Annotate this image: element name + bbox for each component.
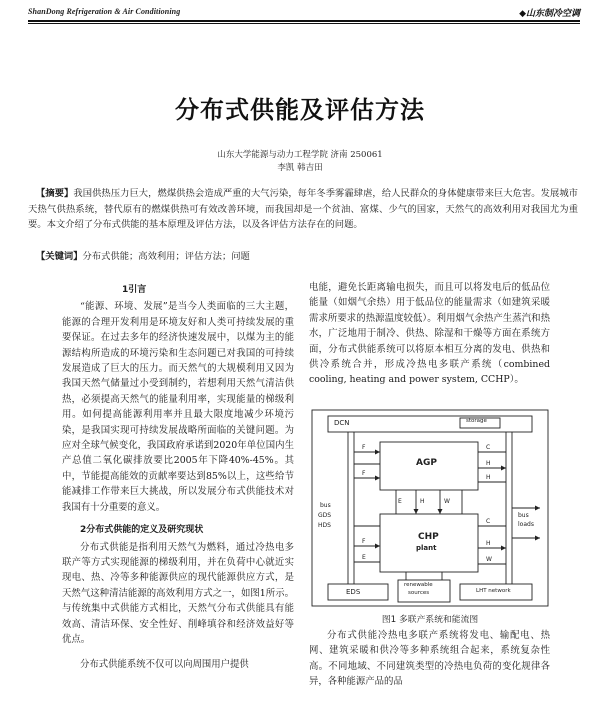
label-sources: sources xyxy=(408,590,430,596)
label-hds: HDS xyxy=(318,522,331,529)
figure-caption: 图1 多联产系统和能流图 xyxy=(381,615,479,625)
label-flow-h3: H xyxy=(420,498,425,505)
label-flow-h1: H xyxy=(486,460,491,467)
label-flow-e1: E xyxy=(362,554,366,561)
label-chp: CHP xyxy=(418,532,439,542)
label-bus-left: bus xyxy=(320,502,331,509)
cchp-diagram-svg xyxy=(310,408,550,608)
paragraph-continued: 分布式供能系统不仅可以向周围用户提供 xyxy=(80,659,249,671)
author-names: 李凯 韩吉田 xyxy=(277,163,323,173)
label-plant: plant xyxy=(416,544,437,552)
right-column-bottom xyxy=(309,628,550,690)
header-rule-thin xyxy=(28,23,580,24)
label-flow-h2: H xyxy=(486,474,491,481)
dcn-box xyxy=(328,416,532,432)
label-eds: EDS xyxy=(346,588,361,596)
left-column xyxy=(62,283,294,673)
label-dcn: DCN xyxy=(334,419,350,427)
keywords-label: 【关键词】 xyxy=(36,251,83,262)
right-column-top xyxy=(309,280,550,388)
label-flow-h4: H xyxy=(486,540,491,547)
running-header xyxy=(28,6,580,21)
keywords xyxy=(28,249,578,264)
label-flow-e2: E xyxy=(398,498,402,505)
paragraph-definition: 分布式供能是指利用天然气为燃料，通过冷热电多联产等方式实现能源的梯级利用，并在负荷中心就近实现电、热、冷等多种能源供应的现代能源供应方式，是天然气这种清洁能源的高效利用方式之一，如图1所示。与传统集中式供能方式相比，天然气分布式供能具有能效高、清洁环保、安全性好、削峰填谷和经济效益好等优点。 xyxy=(62,541,294,645)
section-heading-definition: 2分布式供能的定义及研究现状 xyxy=(80,525,204,536)
journal-name-cn: ◆山东制冷空调 xyxy=(519,9,580,19)
figure-cchp-diagram xyxy=(310,408,550,608)
label-flow-w1: W xyxy=(444,498,450,505)
label-renewable: renewable xyxy=(404,582,433,588)
label-flow-f3: F xyxy=(362,538,366,545)
section-heading-intro: 1引言 xyxy=(122,285,147,295)
paper-title: 分布式供能及评估方法 xyxy=(175,96,425,124)
label-bus-right: bus xyxy=(518,512,529,519)
label-flow-c2: C xyxy=(486,518,491,525)
abstract xyxy=(28,186,578,233)
author-affiliation: 山东大学能源与动力工程学院 济南 250061 xyxy=(217,150,383,160)
header-rule xyxy=(28,20,580,22)
label-agp: AGP xyxy=(416,458,437,468)
label-flow-f2: F xyxy=(362,470,366,477)
label-lht-network: LHT network xyxy=(476,588,511,594)
label-loads: loads xyxy=(518,521,534,528)
abstract-text: 我国供热压力巨大，燃煤供热会造成严重的大气污染，每年冬季雾霾肆虐，给人民群众的身体健康带来巨大危害。发展城市天热气供热系统，替代原有的燃煤供热可有效改善环境，而我国却是一个贫油、富煤、少气的国家，天然气的高效利用对我国尤为重要。本文介绍了分布式供能的基本原理及评估方法，以及各评估方法存在的问题。 xyxy=(28,188,578,230)
abstract-label: 【摘要】 xyxy=(36,188,74,199)
label-flow-w2: W xyxy=(486,556,492,563)
label-flow-f1: F xyxy=(362,444,366,451)
label-storage: storage xyxy=(466,418,487,424)
keywords-text: 分布式供能；高效利用；评估方法；问题 xyxy=(82,251,250,262)
label-gds: GDS xyxy=(318,512,332,519)
chp-box xyxy=(380,514,478,572)
paragraph-right-2: 分布式供能冷热电多联产系统将发电、输配电、热网、建筑采暖和供冷等多种系统组合起来，系统复杂性高。不同地域、不同建筑类型的冷热电负荷的变化规律各异，各种能源产品的品 xyxy=(309,630,550,688)
paragraph-right-1: 电能，避免长距离输电损失，而且可以将发电后的低品位能量（如烟气余热）用于低品位的能量需求（如建筑采暖需求所要求的热源温度较低）。利用烟气余热产生蒸汽和热水，广泛地用于制冷、供热、除湿和干燥等方面在系统方面，分布式供能系统可以将原本相互分离的发电、供热和供冷系统合并，形成冷热电多联产系统（combined cooling, heating and power system, CCHP）。 xyxy=(309,282,550,386)
label-flow-c1: C xyxy=(486,444,491,451)
paragraph-intro: “能源、环境、发展”是当今人类面临的三大主题，能源的合理开发利用是环境友好和人类可持续发展的重要保证。在过去多年的经济快速发展中，以煤为主的能源结构所造成的环境污染和生态问题已对我国的可持续发展造成了巨大的压力。而天然气的大规模利用又因为我国天然气储量过小受到制约，若想利用天然气清洁供热，必须提高天然气的能量利用率，实现能量的梯级利用。如何提高能源利用率并且最大限度地减少环境污染，是我国实现可持续发展战略所面临的关键问题。为应对全球气候变化，我国政府承诺到2020年单位国内生产总值二氧化碳排放要比2005年下降40%-45%。其中，节能提高能效的贡献率要达到85%以上，这些给节能减排工作带来巨大挑战，所以发展分布式供能技术对我国有十分重要的意义。 xyxy=(62,301,294,513)
journal-name-en: ShanDong Refrigeration & Air Conditioning xyxy=(28,7,181,16)
